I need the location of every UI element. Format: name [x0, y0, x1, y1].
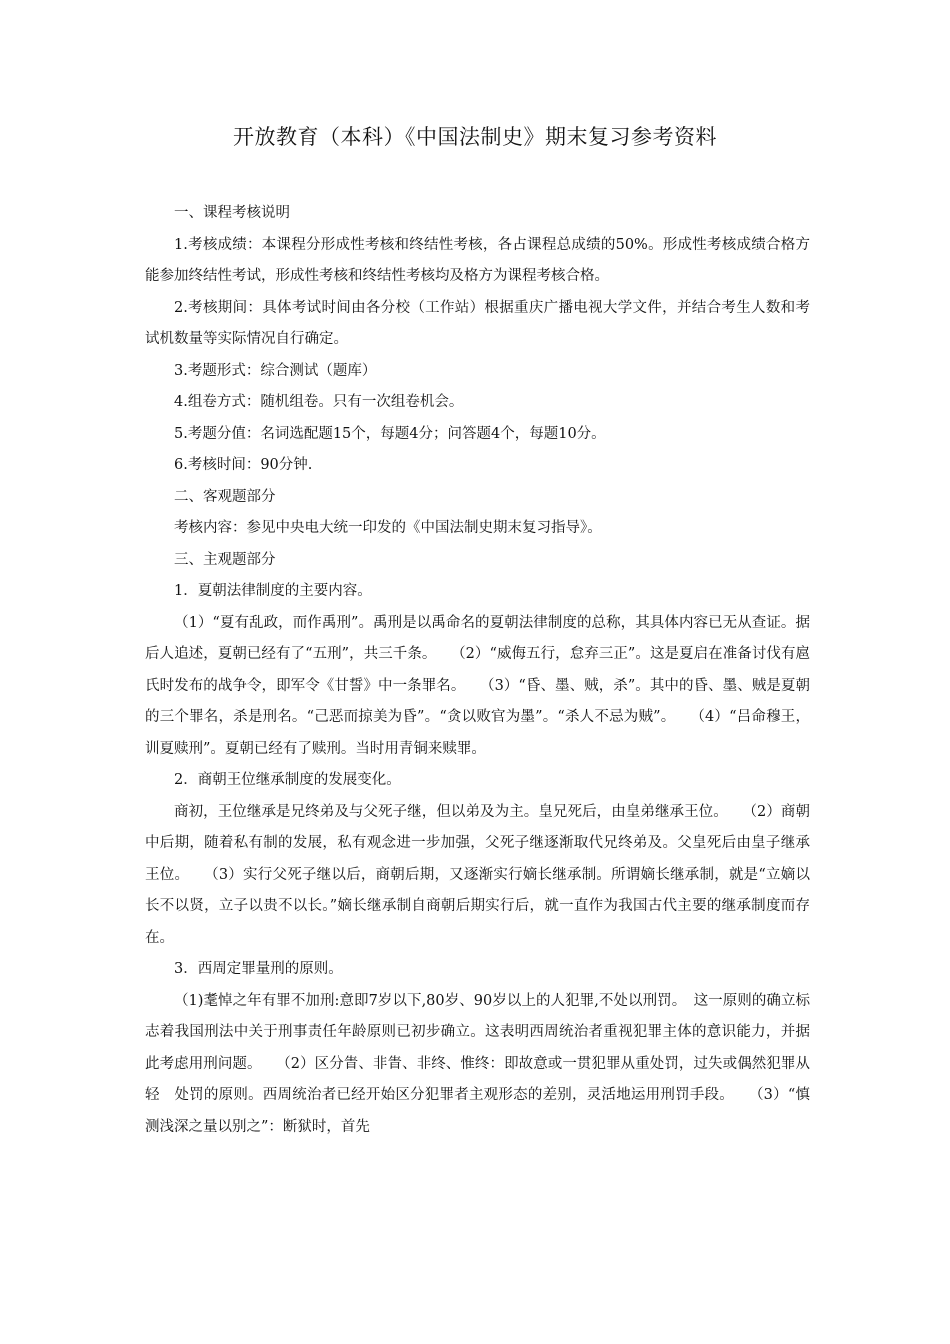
paragraph: 4.组卷方式：随机组卷。只有一次组卷机会。 — [174, 394, 464, 410]
paragraph: 3.考题形式：综合测试（题库） — [174, 362, 377, 379]
section-heading: 二、客观题部分 — [174, 488, 276, 505]
paragraph: 2.考核期间：具体考试时间由各分校（工作站）根据重庆广播电视大学文件，并结合考生人数和考试机数量等实际情况自行确定。 — [145, 299, 810, 347]
paragraph: 商初，王位继承是兄终弟及与父死子继，但以弟及为主。皇兄死后，由皇弟继承王位。 （2）商朝中后期，随着私有制的发展，私有观念进一步加强，父死子继逐渐取代兄终弟及。父皇死后由皇子继承王位。 （3）实行父死子继以后，商朝后期，又逐渐实行嫡长继承制。所谓嫡长继承制，就是“立嫡以长不以贤，立子以贵不以长。”嫡长继承制自商朝后期实行后，就一直作为我国古代主要的继承制度而存在。 — [145, 803, 810, 946]
question-heading: 1．夏朝法律制度的主要内容。 — [174, 583, 372, 599]
document-body — [145, 198, 810, 1143]
paragraph: 考核内容：参见中央电大统一印发的《中国法制史期末复习指导》。 — [174, 520, 602, 536]
paragraph: （1）“夏有乱政，而作禹刑”。禹刑是以禹命名的夏朝法律制度的总称，其具体内容已无从查证。据后人追述，夏朝已经有了“五刑”，共三千条。 （2）“威侮五行，怠弃三正”。这是夏启在准备讨伐有扈氏时发布的战争令，即军令《甘誓》中一条罪名。 （3）“昏、墨、贼，杀”。其中的昏、墨、贼是夏朝的三个罪名，杀是刑名。“己恶而掠美为昏”。“贪以败官为墨”。“杀人不忌为贼”。 （4）“吕命穆王，训夏赎刑”。夏朝已经有了赎刑。当时用青铜来赎罪。 — [145, 614, 811, 757]
paragraph: （1)耄悼之年有罪不加刑:意即7岁以下,80岁、90岁以上的人犯罪,不处以刑罚。 这一原则的确立标志着我国刑法中关于刑事责任年龄原则已初步确立。这表明西周统治者重视犯罪主体的意识能力，并据此考虑用刑问题。 （2）区分眚、非眚、非终、惟终：即故意或一贯犯罪从重处罚，过失或偶然犯罪从轻 处罚的原则。西周统治者已经开始区分犯罪者主观形态的差别，灵活地运用刑罚手段。 （3）“慎测浅深之量以别之”：断狱时，首先 — [145, 992, 810, 1135]
paragraph: 1.考核成绩：本课程分形成性考核和终结性考核，各占课程总成绩的50%。形成性考核成绩合格方能参加终结性考试，形成性考核和终结性考核均及格方为课程考核合格。 — [145, 236, 810, 284]
document-title: 开放教育（本科）《中国法制史》期末复习参考资料 — [233, 125, 717, 149]
paragraph: 6.考核时间：90分钟. — [174, 457, 313, 473]
question-heading: 3．西周定罪量刑的原则。 — [174, 961, 343, 977]
section-heading: 一、课程考核说明 — [174, 205, 290, 221]
paragraph: 5.考题分值：名词选配题15个，每题4分；问答题4个，每题10分。 — [174, 425, 606, 442]
question-heading: 2．商朝王位继承制度的发展变化。 — [174, 772, 401, 788]
section-heading: 三、主观题部分 — [174, 551, 276, 568]
